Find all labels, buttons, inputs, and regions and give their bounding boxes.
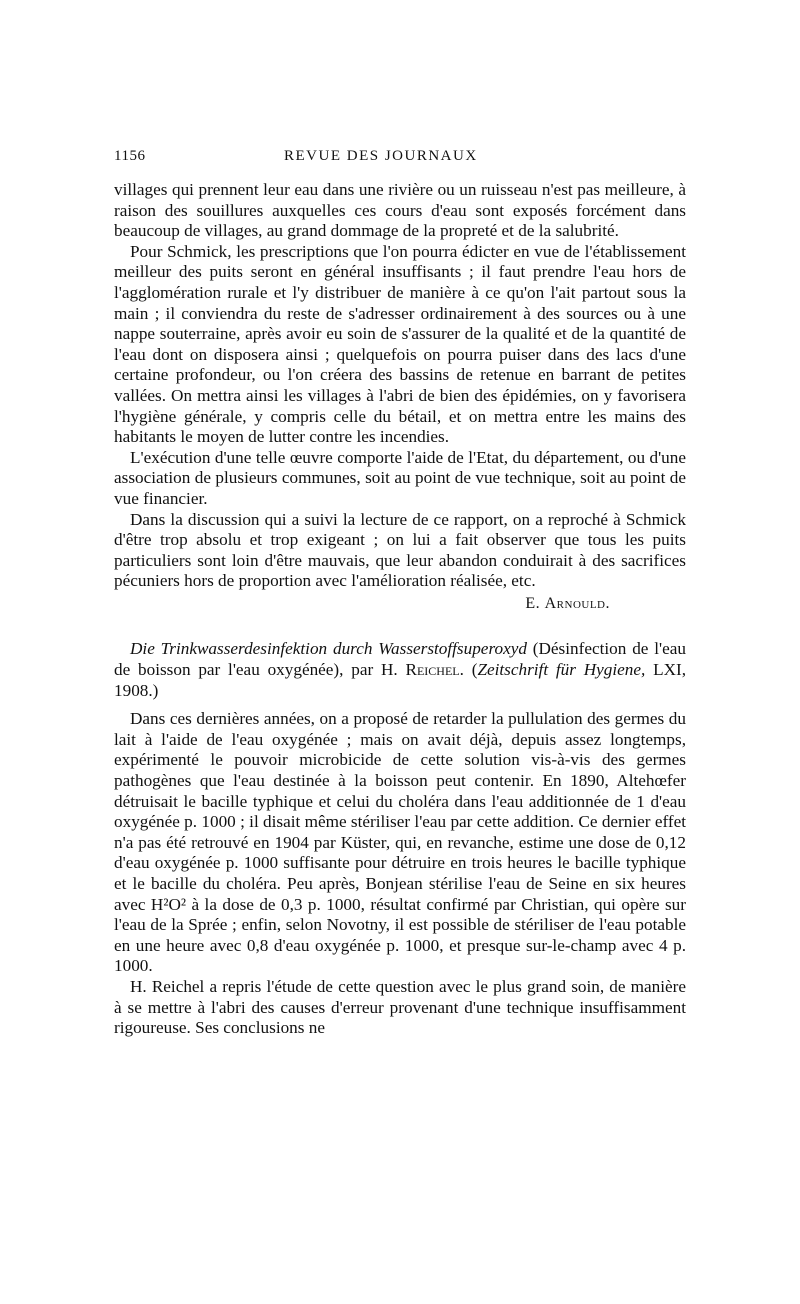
paragraph: H. Reichel a repris l'étude de cette question avec le plus grand soin, de manière à se mettre à l'abri des causes d'erreur provenant d'une technique insuffisamment rigoureuse. Ses conclusions ne xyxy=(114,976,686,1038)
signature-initial: E. xyxy=(525,594,541,612)
french-title: (Désinfection de l'eau de boisson par l'eau oxygénée), par H. xyxy=(114,639,686,680)
review-author: Reichel. xyxy=(405,660,464,680)
paragraph: Pour Schmick, les prescriptions que l'on pourra édicter en vue de l'établissement meilleur des puits seront en général insuffisants ; il faut prendre l'eau hors de l'agglomération rurale et l'y distribuer de manière à ce qu'on l'ait partout sous la main ; il conviendra du reste de s'adresser ordinairement à des sources ou à une nappe souterraine, après avoir eu soin de s'assurer de la qualité et de la quantité de l'eau dont on disposera ainsi ; quelquefois on pourra puiser dans des lacs d'une certaine profondeur, ou l'on créera des bassins de retenue en barrant de petites vallées. On mettra ainsi les villages à l'abri de bien des épidémies, on y favorisera l'hygiène générale, y compris celle du bétail, et on mettra entre les mains des habitants le moyen de lutter contre les incendies. xyxy=(114,241,686,447)
page-number: 1156 xyxy=(114,148,146,164)
document-page xyxy=(114,148,686,1039)
paragraph: Dans ces dernières années, on a proposé de retarder la pullulation des germes du lait à l'aide de l'eau oxygénée ; mais on avait déjà, depuis assez longtemps, expérimenté le pouvoir microbicide de cette solution vis-à-vis des germes pathogènes que l'eau destinée à la boisson peut contenir. En 1890, Altehœfer détruisait le bacille typhique et celui du choléra dans l'eau additionnée de 1 d'eau oxygénée p. 1000 ; il disait même stériliser l'eau par cette addition. Ce dernier effet n'a pas été retrouvé en 1904 par Küster, qui, en revanche, estime une dose de 0,12 d'eau oxygénée p. 1000 suffisante pour détruire en trois heures le bacille typhique et le bacille du choléra. Peu après, Bonjean stérilise l'eau de Seine en six heures avec H²O² à la dose de 0,3 p. 1000, résultat confirmé par Christian, qui opère sur l'eau de la Sprée ; enfin, selon Novotny, il est possible de stériliser de l'eau potable en une heure avec 0,8 d'eau oxygénée p. 1000, et presque sur-le-champ avec 4 p. 1000. xyxy=(114,709,686,976)
journal-open-paren: ( xyxy=(471,660,478,680)
journal-name: Zeitschrift für Hygiene, xyxy=(477,660,646,680)
german-title: Die Trinkwasserdesinfektion durch Wasserstoffsuperoxyd xyxy=(130,639,527,659)
paragraph-continued: villages qui prennent leur eau dans une rivière ou un ruisseau n'est pas meilleure, à raison des souillures auxquelles ces cours d'eau sont exposés forcément dans beaucoup de villages, au grand dommage de la propreté et de la salubrité. xyxy=(114,180,686,241)
author-signature xyxy=(114,594,610,615)
journal-volume: LXI, 1908.) xyxy=(114,660,687,700)
review-heading xyxy=(114,639,686,701)
spacer xyxy=(114,701,686,709)
body-text xyxy=(114,180,686,1039)
page-header xyxy=(114,148,686,172)
paragraph: L'exécution d'une telle œuvre comporte l'aide de l'Etat, du département, ou d'une association de plusieurs communes, soit au point de vue technique, soit au point de vue financier. xyxy=(114,447,686,508)
running-head: REVUE DES JOURNAUX xyxy=(284,148,478,164)
paragraph: Dans la discussion qui a suivi la lecture de ce rapport, on a reproché à Schmick d'être trop absolu et trop exigeant ; on lui a fait observer que tous les puits particuliers sont loin d'être mauvais, que leur abandon conduirait à des sacrifices pécuniers hors de proportion avec l'amélioration réalisée, etc. xyxy=(114,509,686,591)
signature-name: Arnould. xyxy=(544,594,610,612)
